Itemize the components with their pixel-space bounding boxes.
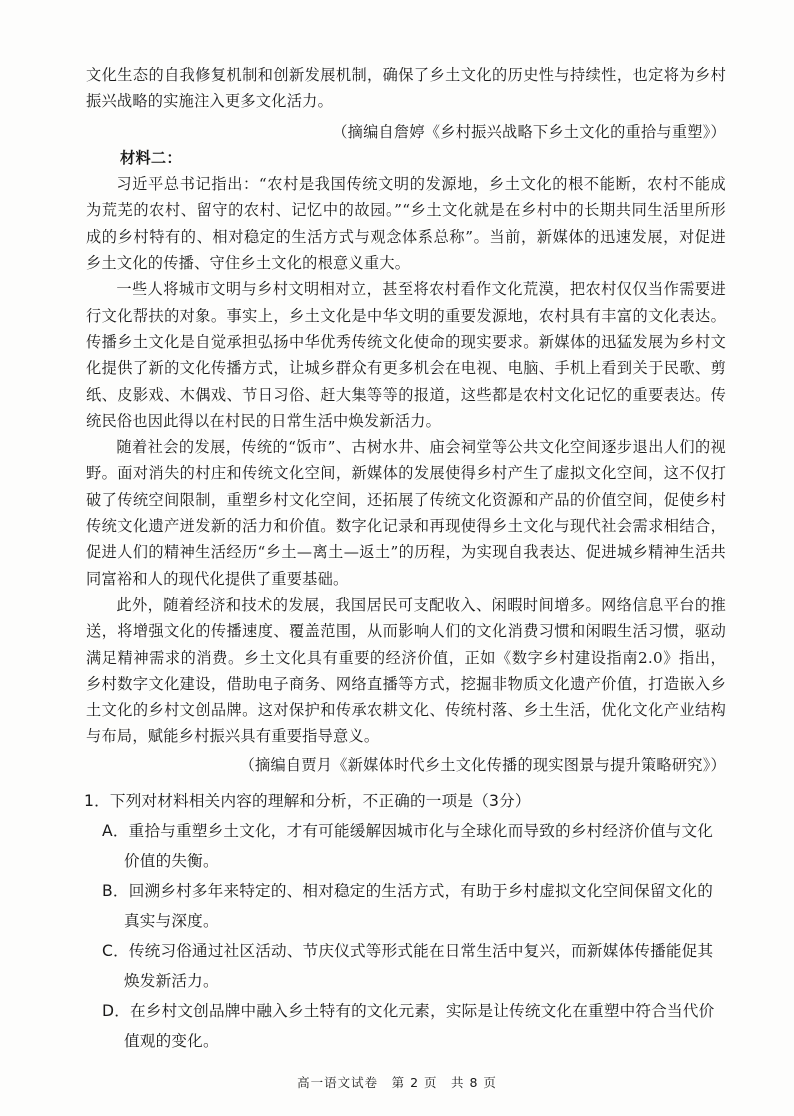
- source-citation-1: （摘编自詹婷《乡村振兴战略下乡土文化的重拾与重塑》）: [332, 122, 726, 141]
- question-1: [84, 786, 728, 1056]
- option-d: D．在乡村文创品牌中融入乡土特有的文化元素，实际是让传统文化在重塑中符合当代价值观的变化。: [102, 1002, 715, 1050]
- reading-passage: [86, 62, 726, 778]
- passage-paragraph: 习近平总书记指出：“农村是我国传统文明的发源地，乡土文化的根不能断，农村不能成为荒芜的农村、留守的农村、记忆中的故园。”“乡土文化就是在乡村中的长期共同生活里所形成的乡村特有的、相对稳定的生活方式与观念体系总称”。当前，新媒体的迅速发展，对促进乡土文化的传播、守住乡土文化的根意义重大。: [86, 175, 726, 273]
- passage-paragraph-continued: 文化生态的自我修复机制和创新发展机制，确保了乡土文化的历史性与持续性，也定将为乡村振兴战略的实施注入更多文化活力。: [86, 66, 726, 111]
- question-stem: 1．下列对材料相关内容的理解和分析，不正确的一项是（3分）: [84, 792, 531, 810]
- option-b: B．回溯乡村多年来特定的、相对稳定的生活方式，有助于乡村虚拟文化空间保留文化的真实与深度。: [102, 882, 714, 930]
- source-citation-2: （摘编自贾月《新媒体时代乡土文化传播的现实图景与提升策略研究》）: [239, 755, 726, 774]
- option-c: C．传统习俗通过社区活动、节庆仪式等形式能在日常生活中复兴，而新媒体传播能促其焕发新活力。: [102, 942, 714, 990]
- passage-paragraph: 一些人将城市文明与乡村文明相对立，甚至将农村看作文化荒漠，把农村仅仅当作需要进行文化帮扶的对象。事实上，乡土文化是中华文明的重要发源地，农村具有丰富的文化表达。传播乡土文化是自觉承担弘扬中华优秀传统文化使命的现实要求。新媒体的迅猛发展为乡村文化提供了新的文化传播方式，让城乡群众有更多机会在电视、电脑、手机上看到关于民歌、剪纸、皮影戏、木偶戏、节日习俗、赶大集等等的报道，这些都是农村文化记忆的重要表达。传统民俗也因此得以在村民的日常生活中焕发新活力。: [86, 280, 726, 430]
- page-footer: 高一语文试卷 第 2 页 共 8 页: [297, 1075, 497, 1090]
- passage-paragraph: 随着社会的发展，传统的“饭市”、古树水井、庙会祠堂等公共文化空间逐步退出人们的视野。面对消失的村庄和传统文化空间，新媒体的发展使得乡村产生了虚拟文化空间，这不仅打破了传统空间限制，重塑乡村文化空间，还拓展了传统文化资源和产品的价值空间，促使乡村传统文化遗产迸发新的活力和价值。数字化记录和再现使得乡土文化与现代社会需求相结合，促进人们的精神生活经历“乡土—离土—返土”的历程，为实现自我表达、促进城乡精神生活共同富裕和人的现代化提供了重要基础。: [86, 438, 726, 588]
- material-2-heading: 材料二：: [120, 148, 182, 167]
- passage-paragraph: 此外，随着经济和技术的发展，我国居民可支配收入、闲暇时间增多。网络信息平台的推送，将增强文化的传播速度、覆盖范围，从而影响人们的文化消费习惯和闲暇生活习惯，驱动满足精神需求的消费。乡土文化具有重要的经济价值，正如《数字乡村建设指南2.0》指出，乡村数字文化建设，借助电子商务、网络直播等方式，挖掘非物质文化遗产价值，打造嵌入乡土文化的乡村文创品牌。这对保护和传承农耕文化、传统村落、乡土生活，优化文化产业结构与布局，赋能乡村振兴具有重要指导意义。: [86, 595, 726, 746]
- option-a: A．重拾与重塑乡土文化，才有可能缓解因城市化与全球化而导致的乡村经济价值与文化价值的失衡。: [102, 822, 714, 870]
